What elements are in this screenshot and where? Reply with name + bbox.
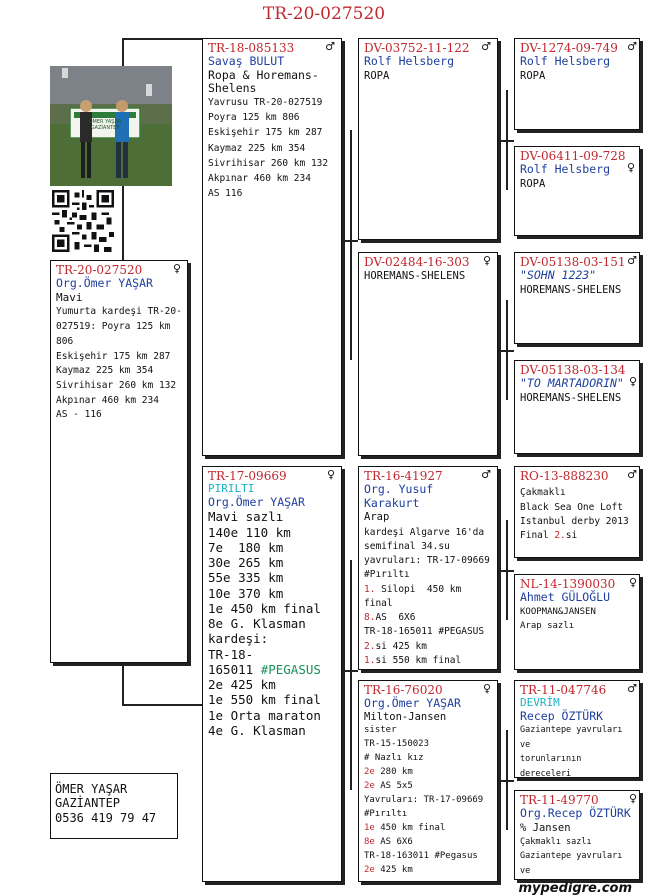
ss-owner: Rolf Helsberg bbox=[364, 54, 455, 69]
ddd-notes bbox=[520, 835, 634, 880]
note-line: 806 bbox=[56, 335, 74, 347]
note-line: Istanbul derby 2013 bbox=[520, 515, 629, 527]
subject-owner: Org.Ömer YAŞAR bbox=[56, 276, 153, 291]
male-icon: ♂ bbox=[627, 40, 637, 53]
note-line: Poyra 125 km 806 bbox=[208, 112, 300, 124]
pegasus-name: #PEGASUS bbox=[260, 661, 321, 677]
sire-dam-card[interactable] bbox=[358, 252, 498, 456]
dds-ring: TR-11-047746 bbox=[520, 683, 607, 697]
dam-dam-card[interactable] bbox=[358, 680, 498, 882]
connector-line bbox=[350, 560, 352, 790]
ss-breed: ROPA bbox=[364, 69, 390, 82]
connector-line bbox=[506, 730, 508, 830]
sire-sire-card[interactable] bbox=[358, 38, 498, 240]
pegasus-ring: 165011 bbox=[208, 661, 261, 677]
note-line: torunlarının dereceleri bbox=[520, 754, 587, 778]
sss-owner: Rolf Helsberg bbox=[520, 54, 611, 69]
result-line: 1e 550 km final bbox=[208, 692, 321, 708]
note-line: sister bbox=[364, 725, 397, 736]
result-line: 55e 335 km bbox=[208, 570, 284, 586]
sss-ring: DV-1274-09-749 bbox=[520, 41, 618, 55]
dds-name: DEVRİM bbox=[520, 696, 560, 710]
dam-sire-sire-card[interactable] bbox=[514, 466, 640, 558]
note-line: Sivrihisar 260 km 132 bbox=[208, 157, 329, 169]
female-icon: ♀ bbox=[482, 682, 491, 695]
note-line: Çakmaklı sazlı bbox=[520, 836, 592, 847]
subject-color: Mavi bbox=[56, 290, 83, 304]
result-line: 8e G. Klasman bbox=[208, 616, 306, 631]
note-line: Akpınar 460 km 234 bbox=[208, 172, 311, 184]
result-line: 7e 180 km bbox=[208, 539, 284, 555]
result-line: kardeşi: bbox=[208, 631, 269, 647]
dam-name: PIRILTI bbox=[208, 482, 255, 496]
note-line: kardeşi Algarve 16'da bbox=[364, 526, 485, 538]
dsd-owner: Ahmet GÜLOĞLU bbox=[520, 590, 611, 605]
note-line: Kaymaz 225 km 354 bbox=[56, 365, 154, 377]
connector-line bbox=[506, 520, 508, 620]
breeder-contact bbox=[50, 773, 178, 839]
sss-breed: ROPA bbox=[520, 69, 546, 82]
dam-sire-dam-card[interactable] bbox=[514, 574, 640, 670]
note-line: #Pırıltı bbox=[364, 808, 408, 819]
sire-dam-dam-card[interactable] bbox=[514, 360, 640, 454]
dd-breed: Milton-Jansen bbox=[364, 710, 447, 723]
dsd-ring: NL-14-1390030 bbox=[520, 577, 616, 591]
note-line: 1e 450 km final bbox=[364, 822, 446, 833]
result-line: 10e 370 km bbox=[208, 585, 284, 601]
sd-breed: HOREMANS-SHELENS bbox=[364, 270, 466, 283]
note-line: TR-18-163011 #Pegasus bbox=[364, 850, 478, 861]
ddd-breed: % Jansen bbox=[520, 821, 571, 834]
sire-sire-dam-card[interactable] bbox=[514, 146, 640, 236]
ds-ring: TR-16-41927 bbox=[364, 469, 443, 483]
sds-breed: HOREMANS-SHELENS bbox=[520, 283, 622, 296]
dss-notes bbox=[520, 486, 634, 543]
female-icon: ♀ bbox=[628, 576, 637, 589]
sire-notes bbox=[208, 95, 336, 201]
result-line: 1e 450 km final bbox=[208, 600, 321, 616]
connector-line bbox=[506, 90, 508, 190]
sds-ring: DV-05138-03-151 bbox=[520, 255, 626, 269]
note-line: # Nazlı kız bbox=[364, 753, 424, 764]
subject-card[interactable] bbox=[50, 260, 188, 663]
dam-notes bbox=[208, 509, 336, 738]
note-line: Eskişehir 175 km 287 bbox=[208, 127, 323, 139]
dsd-notes bbox=[520, 605, 634, 634]
ssd-ring: DV-06411-09-728 bbox=[520, 149, 626, 163]
result-line: 1. Silopi 450 km final bbox=[364, 583, 467, 609]
note-line: Çakmaklı bbox=[520, 487, 566, 499]
result-line: 1.si 550 km final bbox=[364, 654, 462, 666]
male-icon: ♂ bbox=[325, 40, 335, 53]
photo-banner-text: ÖMER YAŞAR GAZİANTEP bbox=[88, 119, 122, 131]
sds-name: "SOHN 1223" bbox=[520, 268, 597, 283]
result-line bbox=[364, 668, 492, 670]
note-line: Yumurta kardeşi TR-20- bbox=[56, 306, 182, 318]
ssd-owner: Rolf Helsberg bbox=[520, 162, 611, 177]
note-line bbox=[520, 878, 634, 880]
breeder-city: GAZİANTEP bbox=[55, 796, 121, 811]
dds-notes bbox=[520, 723, 634, 778]
dd-owner: Org.Ömer YAŞAR bbox=[364, 696, 461, 711]
male-icon: ♂ bbox=[627, 682, 637, 695]
male-icon: ♂ bbox=[627, 254, 637, 267]
note-line: Sivrihisar 260 km 132 bbox=[56, 380, 177, 392]
connector-line bbox=[122, 662, 124, 704]
result-line: 2e 425 km bbox=[208, 677, 276, 692]
breeder-phone: 0536 419 79 47 bbox=[55, 810, 157, 825]
note-line: Gaziantepe yavruları ve bbox=[520, 851, 628, 876]
note-line: Kaymaz 225 km 354 bbox=[208, 142, 306, 154]
dam-color: Mavi sazlı bbox=[208, 509, 284, 525]
male-icon: ♂ bbox=[481, 468, 491, 481]
ds-breed: Arap bbox=[364, 510, 390, 523]
female-icon: ♀ bbox=[628, 792, 637, 805]
result-line: 1e Orta maraton bbox=[208, 707, 321, 723]
qr-code bbox=[52, 190, 114, 252]
dam-owner: Org.Ömer YAŞAR bbox=[208, 495, 305, 510]
note-line: Eskişehir 175 km 287 bbox=[56, 350, 171, 362]
sire-ring: TR-18-085133 bbox=[208, 41, 295, 55]
dds-owner: Recep ÖZTÜRK bbox=[520, 709, 604, 724]
connector-line bbox=[506, 300, 508, 400]
dam-sire-card[interactable] bbox=[358, 466, 498, 670]
result-line: TR-18- bbox=[208, 646, 254, 662]
dam-dam-sire-card[interactable] bbox=[514, 680, 640, 778]
note-line: 2e 280 km bbox=[364, 767, 413, 778]
subject-ring: TR-20-027520 bbox=[56, 263, 143, 277]
female-icon: ♀ bbox=[628, 375, 637, 388]
note-line: yavruları: TR-17-09669 bbox=[364, 555, 490, 567]
connector-line bbox=[122, 704, 202, 706]
dd-notes bbox=[364, 711, 492, 878]
result-line: 8.AS 6X6 bbox=[364, 612, 416, 624]
note-line: Black Sea One Loft bbox=[520, 501, 623, 513]
sdd-name: "TO MARTADORIN" bbox=[520, 376, 624, 391]
connector-line bbox=[122, 38, 202, 40]
dss-ring: RO-13-888230 bbox=[520, 469, 609, 483]
pedigree-title: TR-20-027520 bbox=[262, 4, 386, 24]
note-line: semifinal 34.su bbox=[364, 540, 450, 552]
note-line: TR-15-150023 bbox=[364, 739, 430, 750]
female-icon: ♀ bbox=[326, 468, 335, 481]
ddd-owner: Org.Recep ÖZTÜRK bbox=[520, 806, 631, 821]
sire-breed: Shelens bbox=[208, 80, 257, 95]
dam-ring: TR-17-09669 bbox=[208, 469, 287, 483]
ds-notes bbox=[364, 510, 492, 670]
result-line: 2.si 425 km bbox=[364, 640, 427, 652]
note-line: Gaziantepe yavruları ve bbox=[520, 725, 628, 750]
dsd-color: Arap sazlı bbox=[520, 621, 575, 631]
subject-notes bbox=[56, 305, 182, 423]
female-icon: ♀ bbox=[172, 262, 181, 275]
ddd-ring: TR-11-49770 bbox=[520, 793, 599, 807]
sire-breed: Ropa & Horemans- bbox=[208, 67, 319, 82]
breeder-name: ÖMER YAŞAR bbox=[55, 782, 128, 796]
sdd-ring: DV-05138-03-134 bbox=[520, 363, 626, 377]
result-line: TR-18-165011 #PEGASUS bbox=[364, 626, 485, 638]
note-line: 8e AS 6X6 bbox=[364, 836, 413, 847]
sd-ring: DV-02484-16-303 bbox=[364, 255, 470, 269]
note-line: Akpınar 460 km 234 bbox=[56, 394, 159, 406]
dam-dam-dam-card[interactable] bbox=[514, 790, 640, 880]
note-line: 2e AS 5x5 bbox=[364, 781, 413, 791]
dsd-breed: KOOPMAN&JANSEN bbox=[520, 606, 596, 617]
dam-card[interactable] bbox=[202, 466, 342, 882]
owner-photo bbox=[50, 66, 172, 186]
ds-owner: Org. Yusuf Karakurt bbox=[364, 482, 434, 510]
note-line: 027519: Poyra 125 km bbox=[56, 321, 171, 333]
result-line: 4e G. Klasman bbox=[208, 722, 306, 738]
note-line: AS - 116 bbox=[56, 409, 102, 421]
result-line: 30e 265 km bbox=[208, 555, 284, 570]
sdd-breed: HOREMANS-SHELENS bbox=[520, 391, 622, 404]
sire-card[interactable] bbox=[202, 38, 342, 456]
note-line: Final 2.si bbox=[520, 530, 578, 542]
note-line: #Pırıltı bbox=[364, 569, 410, 581]
sire-sire-sire-card[interactable] bbox=[514, 38, 640, 130]
ssd-breed: ROPA bbox=[520, 177, 546, 190]
dd-ring: TR-16-76020 bbox=[364, 683, 443, 697]
female-icon: ♀ bbox=[482, 254, 491, 267]
pegasus-line bbox=[208, 662, 336, 677]
result-line: 140e 110 km bbox=[208, 524, 291, 540]
male-icon: ♂ bbox=[481, 40, 491, 53]
note-line: Yavrusu TR-20-027519 bbox=[208, 97, 323, 109]
note-line: AS 116 bbox=[208, 188, 243, 200]
connector-line bbox=[350, 130, 352, 360]
note-line: Yavruları: TR-17-09669 bbox=[364, 794, 484, 805]
ss-ring: DV-03752-11-122 bbox=[364, 41, 470, 55]
sire-dam-sire-card[interactable] bbox=[514, 252, 640, 344]
sire-owner: Savaş BULUT bbox=[208, 54, 285, 69]
male-icon: ♂ bbox=[627, 468, 637, 481]
note-line: 2e 425 km bbox=[364, 864, 413, 875]
female-icon: ♀ bbox=[626, 161, 635, 174]
brand-watermark: mypedigre.com bbox=[518, 881, 632, 896]
